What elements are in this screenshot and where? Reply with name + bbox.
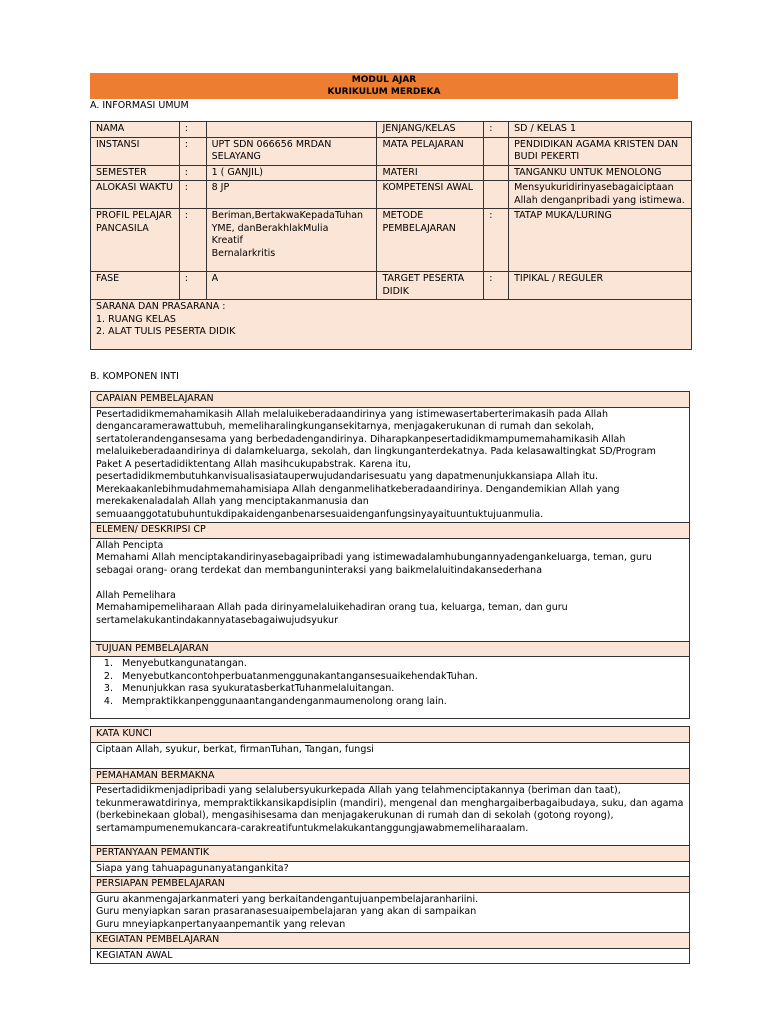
document-header	[90, 73, 678, 99]
section-b-heading: B. KOMPONEN INTI	[90, 371, 179, 382]
persiapan-item: Guru mneyiapkanpertanyaanpemantik yang relevan	[96, 918, 346, 930]
kata-kunci-text: Ciptaan Allah, syukur, berkat, firmanTuhan, Tangan, fungsi	[91, 742, 690, 768]
metode-value: TATAP MUKA/LURING	[509, 209, 692, 272]
table-row	[91, 122, 692, 138]
list-item: 2. MenyebutkancontohperbuatanmenggunakantangansesuaikehendakTuhan.	[116, 671, 684, 684]
nama-value	[206, 122, 377, 138]
komponen-lanjutan-table	[90, 726, 690, 964]
table-row	[91, 933, 690, 949]
list-item: 3. Menunjukkan rasa syukuratasberkatTuhanmelaluitangan.	[116, 683, 684, 696]
cp-text: Pesertadidikmemahamikasih Allah melaluikeberadaandirinya yang istimewasertaberterimakasih pada Allah dengancaramerawattubuh, memeliharalingkungansekitarnya, menjagakerukunan di rumah dan sekolah, sertatolerandengansesama yang berbedadengandirinya. Diharapkanpesertadidikmampumemahamikasih Allah melaluikeberadaandirinya di dalamkeluarga, sekolah, dan lingkunganterdekatnya. Pada kelasawaltingkat SD/Program Paket A pesertadidiktentang Allah masihcukupabstrak. Karena itu, pesertadidikmembutuhkanvisualisasiatauperwujudandarisesuatu yang dapatmenunjukkansiapa Allah itu. Merekaakanlebihmudahmemahamisiapa Allah denganmelihatkeberadaandirinya. Dengandemikian Allah yang merekakenaladalah Allah yang menciptakanmanusia dan semuaanggotatubuhuntukdipakaidenganbenarsesuaidenganfungsinyayaituuntuktujuanmulia.	[91, 407, 690, 523]
instansi-label: INSTANSI	[91, 137, 180, 165]
table-row	[91, 300, 692, 350]
header-subtitle: KURIKULUM MERDEKA	[327, 87, 441, 97]
profil-item: Bernalarkritis	[211, 247, 276, 259]
table-row	[91, 727, 690, 743]
colon: :	[179, 272, 206, 300]
table-row	[91, 538, 690, 641]
colon: :	[179, 181, 206, 209]
table-row	[91, 892, 690, 933]
cp-label: CAPAIAN PEMBELAJARAN	[91, 392, 690, 408]
table-row	[91, 392, 690, 408]
colon	[484, 181, 509, 209]
sarana-item: 2. ALAT TULIS PESERTA DIDIK	[96, 326, 236, 337]
jenjang-label: JENJANG/KELAS	[377, 122, 484, 138]
komponen-inti-table	[90, 391, 690, 719]
alokasi-label: ALOKASI WAKTU	[91, 181, 180, 209]
tujuan-content	[91, 657, 690, 719]
kegiatan-awal-label: KEGIATAN AWAL	[91, 948, 690, 964]
table-row	[91, 523, 690, 539]
elemen-text: Memahamipemeliharaan Allah pada dirinyamelaluikehadiran orang tua, keluarga, teman, dan guru sertamelakukantindakannyatasebagaiwujudsyukur	[96, 602, 568, 626]
elemen-text: Memahami Allah menciptakandirinyasebagaipribadi yang istimewadalamhubungannyadengankeluarga, teman, guru sebagai orang- orang terdekat dan membanguninteraksi yang baikmelaluitindakansederhana	[96, 552, 652, 576]
table-row	[91, 137, 692, 165]
table-row	[91, 209, 692, 272]
table-row	[91, 948, 690, 964]
pemahaman-text: Pesertadidikmenjadipribadi yang selalubersyukurkepada Allah yang telahmenciptakannya (beriman dan taat), tekunmerawatdirinya, mempraktikkansikapdisiplin (mandiri), mengenal dan menghargaiberbagaibudaya, suku, dan agama (berkebinekaan global), mengasihisesama dan menjagakerukunan di rumah dan di sekolah (gotong royong), sertamampumenemukancara-carakreatifuntukmelakukantanggungjawabmemeliharaalam.	[91, 784, 690, 846]
fase-value: A	[206, 272, 377, 300]
persiapan-item: Guru menyiapkan saran prasaranasesuaipembelajaran yang akan di sampaikan	[96, 906, 477, 917]
materi-value: TANGANKU UNTUK MENOLONG	[509, 165, 692, 181]
tujuan-label: TUJUAN PEMBELAJARAN	[91, 641, 690, 657]
persiapan-label: PERSIAPAN PEMBELAJARAN	[91, 877, 690, 893]
elemen-title: Allah Pemelihara	[96, 589, 176, 601]
instansi-value: UPT SDN 066656 MRDAN SELAYANG	[206, 137, 377, 165]
target-value: TIPIKAL / REGULER	[509, 272, 692, 300]
mapel-label: MATA PELAJARAN	[377, 137, 484, 165]
kegiatan-label: KEGIATAN PEMBELAJARAN	[91, 933, 690, 949]
target-label: TARGET PESERTA DIDIK	[377, 272, 484, 300]
section-a-heading: A. INFORMASI UMUM	[90, 100, 189, 111]
informasi-umum-table	[90, 121, 692, 350]
kompetensi-value: Mensyukuridirinyasebagaiciptaan Allah denganpribadi yang istimewa.	[509, 181, 692, 209]
table-row	[91, 846, 690, 862]
kompetensi-label: KOMPETENSI AWAL	[377, 181, 484, 209]
sarana-label: SARANA DAN PRASARANA :	[96, 301, 226, 312]
persiapan-content	[91, 892, 690, 933]
table-row	[91, 742, 690, 768]
table-row	[91, 641, 690, 657]
table-row	[91, 861, 690, 877]
colon: :	[484, 122, 509, 138]
persiapan-item: Guru akanmengajarkanmateri yang berkaitandengantujuanpembelajaranhariini.	[96, 893, 479, 905]
sarana-cell	[91, 300, 692, 350]
sarana-item: 1. RUANG KELAS	[96, 313, 176, 325]
colon: :	[484, 272, 509, 300]
table-row	[91, 181, 692, 209]
materi-label: MATERI	[377, 165, 484, 181]
colon: :	[179, 209, 206, 272]
table-row	[91, 657, 690, 719]
table-row	[91, 877, 690, 893]
pertanyaan-text: Siapa yang tahuapagunanyatangankita?	[91, 861, 690, 877]
header-title: MODUL AJAR	[351, 75, 417, 85]
colon: :	[484, 209, 509, 272]
semester-value: 1 ( GANJIL)	[206, 165, 377, 181]
colon: :	[179, 122, 206, 138]
elemen-content	[91, 538, 690, 641]
profil-item: Beriman,BertakwaKepadaTuhan YME, danBerakhlakMulia	[211, 210, 364, 234]
profil-item: Kreatif	[211, 235, 243, 246]
mapel-value: PENDIDIKAN AGAMA KRISTEN DAN BUDI PEKERTI	[509, 137, 692, 165]
alokasi-value: 8 JP	[206, 181, 377, 209]
pemahaman-label: PEMAHAMAN BERMAKNA	[91, 768, 690, 784]
metode-label: METODE PEMBELAJARAN	[377, 209, 484, 272]
fase-label: FASE	[91, 272, 180, 300]
tujuan-list	[96, 658, 684, 708]
colon	[484, 137, 509, 165]
semester-label: SEMESTER	[91, 165, 180, 181]
list-item: 1. Menyebutkangunatangan.	[116, 658, 684, 671]
elemen-title: Allah Pencipta	[96, 539, 164, 551]
table-row	[91, 165, 692, 181]
table-row	[91, 407, 690, 523]
pertanyaan-label: PERTANYAAN PEMANTIK	[91, 846, 690, 862]
list-item: 4. Mempraktikkanpenggunaantangandenganmaumenolong orang lain.	[116, 696, 684, 709]
table-row	[91, 768, 690, 784]
colon: :	[179, 165, 206, 181]
colon	[484, 165, 509, 181]
colon: :	[179, 137, 206, 165]
elemen-label: ELEMEN/ DESKRIPSI CP	[91, 523, 690, 539]
kata-kunci-label: KATA KUNCI	[91, 727, 690, 743]
jenjang-value: SD / KELAS 1	[509, 122, 692, 138]
profil-label: PROFIL PELAJAR PANCASILA	[91, 209, 180, 272]
profil-value	[206, 209, 377, 272]
nama-label: NAMA	[91, 122, 180, 138]
table-row	[91, 784, 690, 846]
table-row	[91, 272, 692, 300]
